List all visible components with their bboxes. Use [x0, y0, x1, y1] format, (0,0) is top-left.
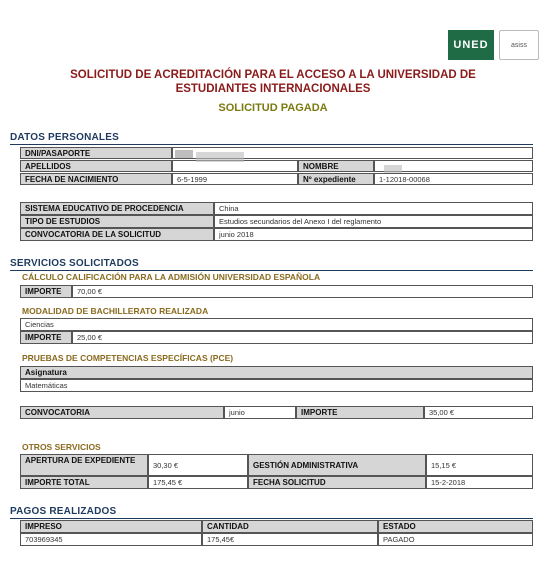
- uned-logo: UNED: [448, 30, 494, 60]
- section-heading-pagos: PAGOS REALIZADOS: [10, 506, 117, 517]
- page-title: [20, 68, 526, 96]
- label-fecha-nacimiento: FECHA DE NACIMIENTO: [20, 173, 172, 185]
- redacted-dni: [175, 150, 193, 158]
- table-header-cantidad: CANTIDAD: [202, 520, 378, 533]
- subheading-calculo: CÁLCULO CALIFICACIÓN PARA LA ADMISIÓN UNIVERSIDAD ESPAÑOLA: [22, 272, 321, 282]
- title-line-1: SOLICITUD DE ACREDITACIÓN PARA EL ACCESO A LA UNIVERSIDAD DE: [70, 69, 476, 81]
- value-tipo-estudios: Estudios secundarios del Anexo I del reglamento: [214, 215, 533, 228]
- label-convocatoria-solicitud: CONVOCATORIA DE LA SOLICITUD: [20, 228, 214, 241]
- label-tipo-estudios: TIPO DE ESTUDIOS: [20, 215, 214, 228]
- value-importe-total: 175,45 €: [148, 476, 248, 489]
- table-header-estado: ESTADO: [378, 520, 533, 533]
- asiss-logo: asiss: [499, 30, 539, 60]
- label-gestion-administrativa: GESTIÓN ADMINISTRATIVA: [248, 454, 426, 476]
- label-asignatura: Asignatura: [20, 366, 533, 379]
- table-cell-cantidad: 175,45€: [202, 533, 378, 546]
- subheading-modalidad: MODALIDAD DE BACHILLERATO REALIZADA: [22, 306, 209, 316]
- divider: [10, 270, 533, 271]
- table-cell-estado: PAGADO: [378, 533, 533, 546]
- divider: [10, 144, 533, 145]
- value-convocatoria-pce: junio: [224, 406, 296, 419]
- label-apertura-expediente: APERTURA DE EXPEDIENTE: [20, 454, 148, 476]
- value-sistema-educativo: China: [214, 202, 533, 215]
- value-importe-pce: 35,00 €: [424, 406, 533, 419]
- label-importe-total: IMPORTE TOTAL: [20, 476, 148, 489]
- label-importe-calculo: IMPORTE: [20, 285, 72, 298]
- label-apellidos: APELLIDOS: [20, 160, 172, 172]
- divider: [10, 518, 533, 519]
- title-line-2: ESTUDIANTES INTERNACIONALES: [175, 83, 371, 95]
- value-convocatoria-solicitud: junio 2018: [214, 228, 533, 241]
- value-apertura-expediente: 30,30 €: [148, 454, 248, 476]
- value-fecha-solicitud: 15-2-2018: [426, 476, 533, 489]
- value-modalidad: Ciencias: [20, 318, 533, 331]
- label-convocatoria-pce: CONVOCATORIA: [20, 406, 224, 419]
- table-cell-impreso: 703969345: [20, 533, 202, 546]
- label-sistema-educativo: SISTEMA EDUCATIVO DE PROCEDENCIA: [20, 202, 214, 215]
- label-expediente: Nº expediente: [298, 173, 374, 185]
- label-dni: DNI/PASAPORTE: [20, 147, 172, 159]
- value-asignatura: Matemáticas: [20, 379, 533, 392]
- label-nombre: NOMBRE: [298, 160, 374, 172]
- value-importe-calculo: 70,00 €: [72, 285, 533, 298]
- section-heading-servicios: SERVICIOS SOLICITADOS: [10, 258, 139, 269]
- label-importe-modalidad: IMPORTE: [20, 331, 72, 344]
- status-title: SOLICITUD PAGADA: [218, 102, 328, 114]
- label-fecha-solicitud: FECHA SOLICITUD: [248, 476, 426, 489]
- subheading-otros-servicios: OTROS SERVICIOS: [22, 442, 101, 452]
- value-expediente: 1-12018-00068: [374, 173, 533, 185]
- value-fecha-nacimiento: 6-5-1999: [172, 173, 298, 185]
- table-header-impreso: IMPRESO: [20, 520, 202, 533]
- value-importe-modalidad: 25,00 €: [72, 331, 533, 344]
- section-heading-datos-personales: DATOS PERSONALES: [10, 132, 119, 143]
- subheading-pce: PRUEBAS DE COMPETENCIAS ESPECÍFICAS (PCE): [22, 353, 234, 363]
- redacted-apellidos: [196, 152, 244, 162]
- value-gestion-administrativa: 15,15 €: [426, 454, 533, 476]
- label-importe-pce: IMPORTE: [296, 406, 424, 419]
